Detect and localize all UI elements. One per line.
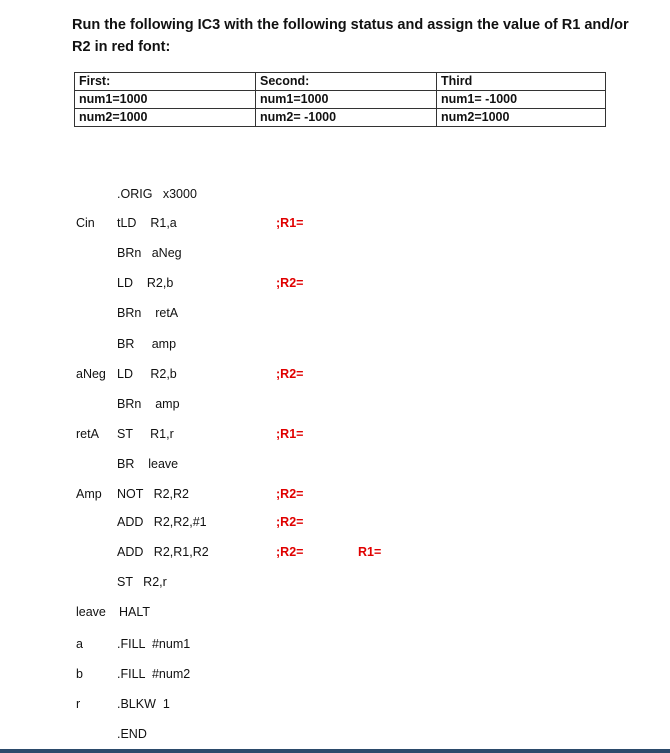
code-label: r [76, 697, 81, 711]
code-instruction: BRn retA [117, 306, 179, 320]
code-instruction: ST R1,r [117, 427, 174, 441]
code-instruction: .END [117, 727, 147, 741]
status-header-third: Third [437, 73, 606, 91]
code-label: a [76, 637, 83, 651]
code-label: retA [76, 427, 99, 441]
code-instruction: BR leave [117, 457, 179, 471]
code-instruction: .BLKW 1 [117, 697, 170, 711]
status-cell: num2=1000 [437, 109, 606, 127]
code-instruction: BR amp [117, 337, 177, 351]
code-instruction: ADD R2,R2,#1 [117, 515, 207, 529]
code-instruction: NOT R2,R2 [117, 487, 190, 501]
code-label: Amp [76, 487, 102, 501]
page-bottom-edge [0, 749, 670, 753]
code-comment: ;R2= [276, 367, 304, 381]
code-label: aNeg [76, 367, 106, 381]
code-instruction: BRn aNeg [117, 246, 182, 260]
status-header-first: First: [75, 73, 256, 91]
code-instruction: tLD R1,a [117, 216, 177, 230]
code-comment: ;R1= [276, 216, 304, 230]
code-comment: ;R2= [276, 545, 304, 559]
code-instruction: LD R2,b [117, 276, 174, 290]
code-answer-r1: R1= [358, 545, 382, 559]
status-cell: num1=1000 [75, 91, 256, 109]
code-comment: ;R2= [276, 276, 304, 290]
code-comment: ;R2= [276, 515, 304, 529]
code-instruction: HALT [119, 605, 151, 619]
status-cell: num2= -1000 [256, 109, 437, 127]
code-comment: ;R1= [276, 427, 304, 441]
code-instruction: LD R2,b [117, 367, 177, 381]
code-instruction: ST R2,r [117, 575, 167, 589]
orig-directive: .ORIG x3000 [117, 187, 197, 201]
question-title: Run the following IC3 with the following status and assign the value of R1 and/or R2 in red font: [72, 17, 629, 55]
code-label: Cin [76, 216, 95, 230]
code-instruction: BRn amp [117, 397, 180, 411]
code-instruction: .FILL #num1 [117, 637, 191, 651]
code-label: leave [76, 605, 106, 619]
status-cell: num1= -1000 [437, 91, 606, 109]
code-instruction: .FILL #num2 [117, 667, 191, 681]
status-cell: num2=1000 [75, 109, 256, 127]
code-comment: ;R2= [276, 487, 304, 501]
code-label: b [76, 667, 83, 681]
status-header-second: Second: [256, 73, 437, 91]
status-cell: num1=1000 [256, 91, 437, 109]
code-instruction: ADD R2,R1,R2 [117, 545, 209, 559]
